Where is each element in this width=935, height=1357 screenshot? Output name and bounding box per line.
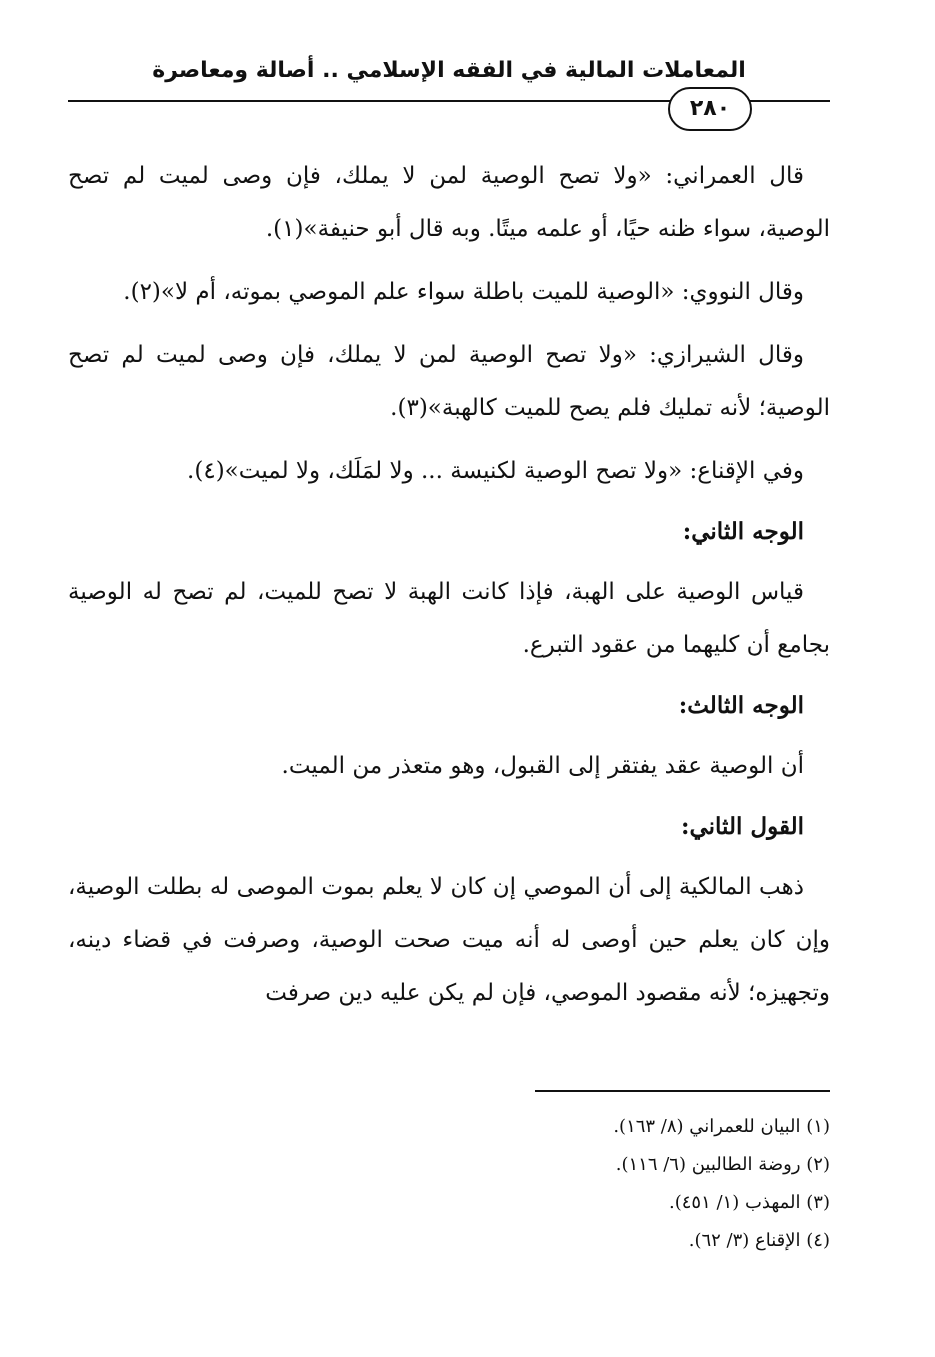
paragraph-shirazi: وقال الشيرازي: «ولا تصح الوصية لمن لا يملك، فإن وصى لميت لم تصح الوصية؛ لأنه تمليك فلم يصح للميت كالهبة»(٣). — [68, 342, 830, 421]
heading-third-aspect: الوجه الثالث: — [678, 692, 804, 719]
footnote-rule — [535, 1090, 830, 1092]
running-title: المعاملات المالية في الفقه الإسلامي .. أصالة ومعاصرة — [152, 58, 746, 83]
paragraph-iqna: وفي الإقناع: «ولا تصح الوصية لكنيسة ... ولا لمَلَك، ولا لميت»(٤). — [187, 458, 804, 484]
heading-second-opinion: القول الثاني: — [680, 813, 804, 840]
footnote-4: (٤) الإقناع (٣/ ٦٢). — [688, 1230, 830, 1251]
footnote-1: (١) البيان للعمراني (٨/ ١٦٣). — [613, 1116, 830, 1137]
page-number: ٢٨٠ — [668, 87, 752, 131]
paragraph-analogy-gift: قياس الوصية على الهبة، فإذا كانت الهبة لا تصح للميت، لم تصح له الوصية بجامع أن كليهما من عقود التبرع. — [68, 579, 830, 658]
footnotes — [68, 1108, 830, 1260]
paragraph-acceptance: أن الوصية عقد يفتقر إلى القبول، وهو متعذر من الميت. — [281, 753, 804, 779]
heading-second-aspect: الوجه الثاني: — [682, 518, 804, 545]
body-text — [68, 150, 830, 1030]
paragraph-nawawi: وقال النووي: «الوصية للميت باطلة سواء علم الموصي بموته، أم لا»(٢). — [123, 279, 804, 305]
footnote-3: (٣) المهذب (١/ ٤٥١). — [668, 1192, 830, 1213]
paragraph-malikiyya: ذهب المالكية إلى أن الموصي إن كان لا يعلم بموت الموصى له بطلت الوصية، وإن كان يعلم حين أوصى له أنه ميت صحت الوصية، وصرفت في قضاء دينه، وتجهيزه؛ لأنه مقصود الموصي، فإن لم يكن عليه دين صرفت — [68, 874, 830, 1006]
paragraph-imrani: قال العمراني: «ولا تصح الوصية لمن لا يملك، فإن وصى لميت لم تصح الوصية، سواء ظنه حيًا، أو علمه ميتًا. وبه قال أبو حنيفة»(١). — [68, 163, 830, 242]
footnote-2: (٢) روضة الطالبين (٦/ ١١٦). — [615, 1154, 830, 1175]
